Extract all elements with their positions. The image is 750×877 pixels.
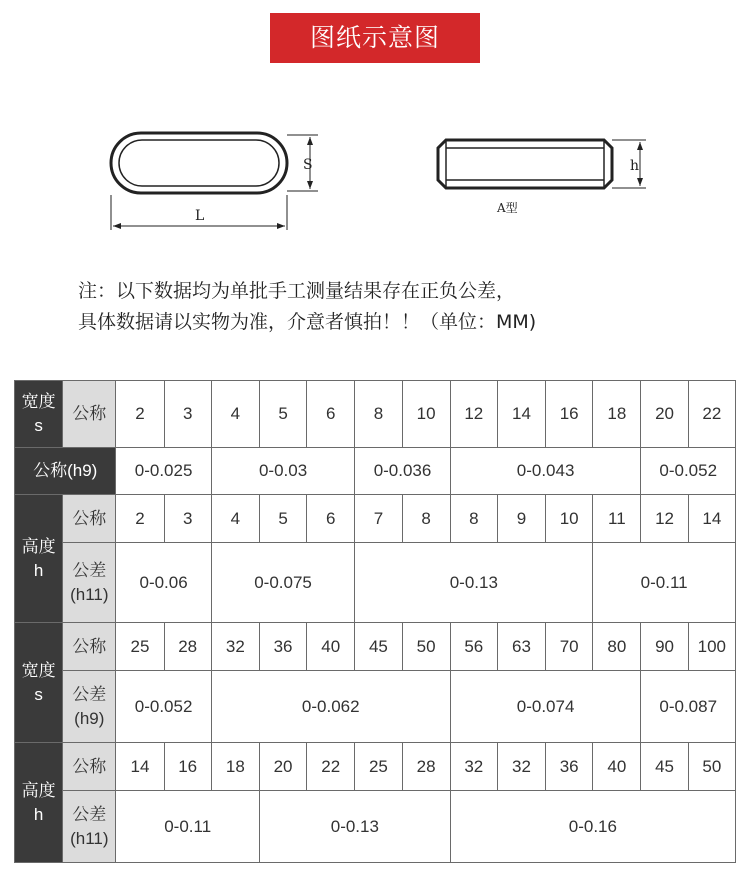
height-cell: 14 xyxy=(688,495,735,543)
tolerance-cell: 0-0.075 xyxy=(211,543,355,623)
width-cell: 100 xyxy=(688,623,735,671)
height-cell: 50 xyxy=(688,743,735,791)
width-cell: 32 xyxy=(211,623,259,671)
width-cell: 20 xyxy=(641,381,688,448)
tolerance-cell: 0-0.052 xyxy=(641,448,736,495)
height-cell: 10 xyxy=(546,495,593,543)
tolerance-cell: 0-0.11 xyxy=(593,543,736,623)
height-cell: 12 xyxy=(641,495,688,543)
spec-table xyxy=(14,380,736,863)
table-row xyxy=(15,543,736,623)
width-cell: 8 xyxy=(355,381,402,448)
width-cell: 14 xyxy=(497,381,545,448)
tolerance-cell: 0-0.03 xyxy=(211,448,355,495)
width-cell: 90 xyxy=(641,623,688,671)
height-cell: 6 xyxy=(307,495,355,543)
height-cell: 22 xyxy=(307,743,355,791)
width-cell: 25 xyxy=(116,623,164,671)
height-cell: 45 xyxy=(641,743,688,791)
tolerance-cell: 0-0.13 xyxy=(259,791,450,863)
label-nominal: 公称 xyxy=(63,743,116,791)
width-cell: 16 xyxy=(546,381,593,448)
label-width-tolerance: 公差 (h9) xyxy=(63,671,116,743)
height-cell: 18 xyxy=(211,743,259,791)
width-cell: 63 xyxy=(497,623,545,671)
height-cell: 40 xyxy=(593,743,641,791)
height-cell: 2 xyxy=(116,495,164,543)
label-height-tolerance: 公差 (h11) xyxy=(63,543,116,623)
section-title: 图纸示意图 xyxy=(309,23,440,52)
width-cell: 5 xyxy=(259,381,306,448)
label-width: 宽度 s xyxy=(15,381,63,448)
height-cell: 3 xyxy=(164,495,211,543)
dim-label-length: L xyxy=(195,208,205,224)
tolerance-cell: 0-0.036 xyxy=(355,448,450,495)
height-cell: 4 xyxy=(211,495,259,543)
label-nominal: 公称 xyxy=(63,381,116,448)
dim-label-height: h xyxy=(630,158,640,174)
table-row xyxy=(15,671,736,743)
table-row xyxy=(15,791,736,863)
height-cell: 25 xyxy=(355,743,402,791)
label-height-tolerance: 公差 (h11) xyxy=(63,791,116,863)
key-drawing xyxy=(0,100,750,230)
width-cell: 45 xyxy=(355,623,402,671)
measurement-note xyxy=(78,276,536,338)
tolerance-cell: 0-0.074 xyxy=(450,671,641,743)
tolerance-cell: 0-0.062 xyxy=(211,671,450,743)
note-line-1: 注：以下数据均为单批手工测量结果存在正负公差， xyxy=(78,280,516,302)
height-cell: 32 xyxy=(450,743,497,791)
table-row xyxy=(15,381,736,448)
tolerance-cell: 0-0.087 xyxy=(641,671,736,743)
tolerance-cell: 0-0.052 xyxy=(116,671,211,743)
note-line-2: 具体数据请以实物为准，介意者慎拍！！（单位：MM) xyxy=(78,311,537,333)
table-row xyxy=(15,623,736,671)
label-width-tolerance: 公称(h9) xyxy=(15,448,116,495)
table-row xyxy=(15,448,736,495)
width-cell: 50 xyxy=(402,623,450,671)
height-cell: 9 xyxy=(497,495,545,543)
section-title-banner xyxy=(270,13,480,63)
width-cell: 18 xyxy=(593,381,641,448)
height-cell: 11 xyxy=(593,495,641,543)
height-cell: 32 xyxy=(497,743,545,791)
width-cell: 80 xyxy=(593,623,641,671)
width-cell: 70 xyxy=(546,623,593,671)
tolerance-cell: 0-0.13 xyxy=(355,543,593,623)
label-height: 高度 h xyxy=(15,495,63,623)
width-cell: 28 xyxy=(164,623,211,671)
width-cell: 2 xyxy=(116,381,164,448)
dim-label-width: S xyxy=(303,157,313,173)
width-cell: 6 xyxy=(307,381,355,448)
label-height: 高度 h xyxy=(15,743,63,863)
tolerance-cell: 0-0.043 xyxy=(450,448,641,495)
label-width: 宽度 s xyxy=(15,623,63,743)
width-cell: 12 xyxy=(450,381,497,448)
width-cell: 3 xyxy=(164,381,211,448)
tolerance-cell: 0-0.11 xyxy=(116,791,260,863)
width-cell: 22 xyxy=(688,381,735,448)
height-cell: 20 xyxy=(259,743,306,791)
type-label: A型 xyxy=(497,201,518,215)
height-cell: 5 xyxy=(259,495,306,543)
height-cell: 7 xyxy=(355,495,402,543)
width-cell: 56 xyxy=(450,623,497,671)
table-row xyxy=(15,743,736,791)
width-cell: 10 xyxy=(402,381,450,448)
width-cell: 40 xyxy=(307,623,355,671)
tolerance-cell: 0-0.06 xyxy=(116,543,211,623)
label-nominal: 公称 xyxy=(63,495,116,543)
width-cell: 4 xyxy=(211,381,259,448)
tolerance-cell: 0-0.16 xyxy=(450,791,735,863)
side-view xyxy=(438,140,646,188)
table-row xyxy=(15,495,736,543)
label-nominal: 公称 xyxy=(63,623,116,671)
top-view xyxy=(111,133,318,230)
height-cell: 8 xyxy=(402,495,450,543)
height-cell: 28 xyxy=(402,743,450,791)
width-cell: 36 xyxy=(259,623,306,671)
height-cell: 8 xyxy=(450,495,497,543)
tolerance-cell: 0-0.025 xyxy=(116,448,211,495)
height-cell: 14 xyxy=(116,743,164,791)
height-cell: 16 xyxy=(164,743,211,791)
height-cell: 36 xyxy=(546,743,593,791)
